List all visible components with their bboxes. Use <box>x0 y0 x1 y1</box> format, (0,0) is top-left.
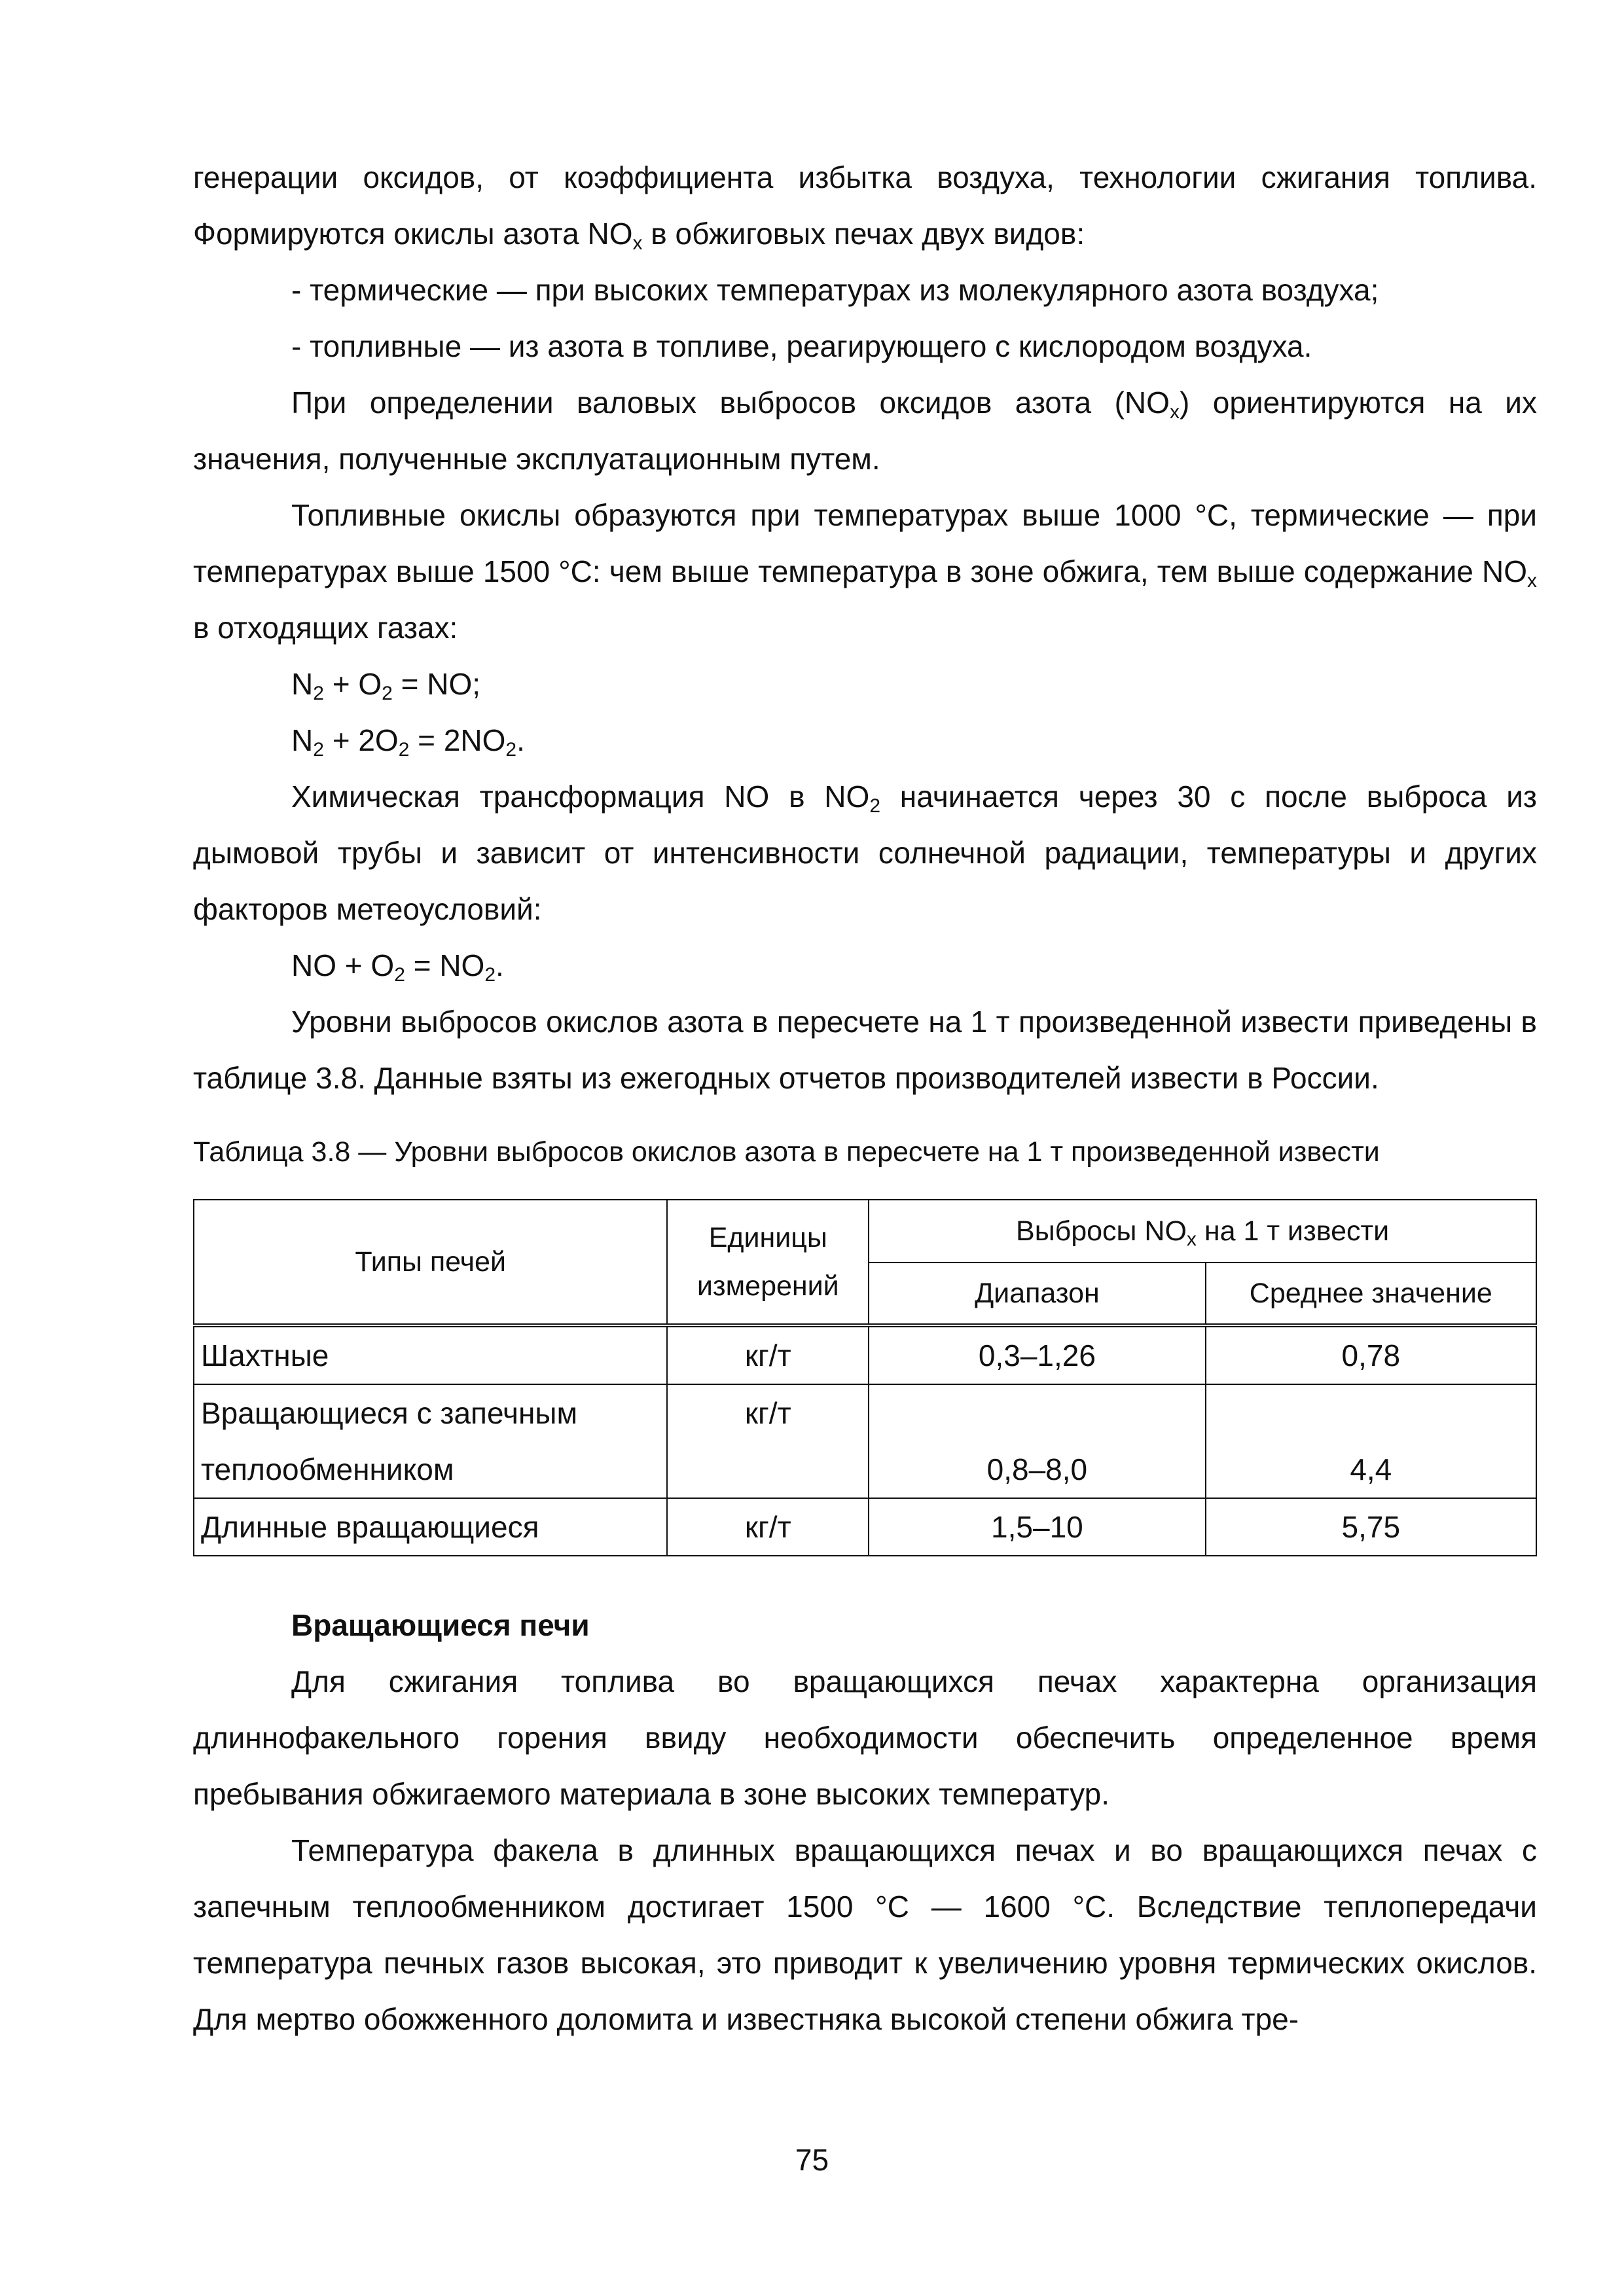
section-paragraph-1: Для сжигания топлива во вращающихся печах характерна организация длиннофакельного горения ввиду необходимости обеспечить определенное время пребывания обжигаемого материала в зоне высоких температур. <box>193 1664 1537 1811</box>
eq-part: . <box>496 948 504 982</box>
eq-part: . <box>516 723 525 757</box>
header-units-line1: Единицы <box>708 1222 827 1253</box>
header-emissions <box>869 1200 1536 1263</box>
cell-type: Шахтные <box>194 1325 667 1384</box>
table-row <box>194 1384 1536 1498</box>
cell-average: 4,4 <box>1206 1384 1536 1498</box>
cell-average: 0,78 <box>1206 1325 1536 1384</box>
cell-unit: кг/т <box>667 1384 869 1498</box>
cell-range: 0,3–1,26 <box>869 1325 1205 1384</box>
section-paragraph-2: Температура факела в длинных вращающихся печах и во вращающихся печах с запечным теплообменником достигает 1500 °С — 1600 °С. Вследствие теплопередачи температура печных газов высокая, это приводит к увеличению уровня термических окислов. Для мертво обожженного доломита и известняка высокой степени обжига тре- <box>193 1833 1537 2036</box>
paragraph-continuation <box>193 149 1537 262</box>
subscript: 2 <box>505 739 517 761</box>
subscript: 2 <box>869 795 880 817</box>
table-header-row <box>194 1200 1536 1263</box>
subscript: x <box>1527 570 1537 592</box>
text-run: на 1 т извести <box>1196 1215 1390 1247</box>
eq-part: + 2O <box>323 723 399 757</box>
cell-unit: кг/т <box>667 1325 869 1384</box>
cell-type <box>194 1384 667 1498</box>
text-run: генерации оксидов, от коэффициента избытка воздуха, технологии сжигания топлива. Формируются окислы азота NO <box>193 160 1537 251</box>
subscript: x <box>1169 401 1180 423</box>
cell-range: 1,5–10 <box>869 1498 1205 1556</box>
table-row <box>194 1325 1536 1384</box>
subscript: 2 <box>394 964 405 986</box>
page-content <box>193 149 1537 2047</box>
equation-3 <box>291 937 1537 994</box>
header-units <box>667 1200 869 1325</box>
subscript: 2 <box>313 739 324 761</box>
subscript: 2 <box>398 739 410 761</box>
header-average: Среднее значение <box>1206 1263 1536 1325</box>
text-run: в обжиговых печах двух видов: <box>642 217 1085 251</box>
section-heading: Вращающиеся печи <box>291 1608 590 1642</box>
paragraph-chemical-transformation <box>193 768 1537 937</box>
cell-unit: кг/т <box>667 1498 869 1556</box>
cell-average: 5,75 <box>1206 1498 1536 1556</box>
header-kiln-types: Типы печей <box>194 1200 667 1325</box>
page-number: 75 <box>795 2143 829 2177</box>
text-run: начинается через 30 с после выброса из дымовой трубы и зависит от интенсивности солнечной радиации, температуры и других факторов метеоусловий: <box>193 780 1537 926</box>
eq-part: N <box>291 723 314 757</box>
text-run: При определении валовых выбросов оксидов азота (NO <box>291 386 1170 420</box>
equation-1 <box>291 656 1537 712</box>
subscript: 2 <box>484 964 496 986</box>
text-run: Выбросы NO <box>1016 1215 1187 1247</box>
paragraph-emission-levels: Уровни выбросов окислов азота в пересчете на 1 т произведенной извести приведены в таблице 3.8. Данные взяты из ежегодных отчетов производителей извести в России. <box>193 1005 1537 1095</box>
list-item-fuel: - топливные — из азота в топливе, реагирующего с кислородом воздуха. <box>291 329 1312 363</box>
eq-part: NO + O <box>291 948 395 982</box>
eq-part: N <box>291 667 314 701</box>
eq-part: + O <box>323 667 382 701</box>
paragraph-fuel-oxides <box>193 487 1537 656</box>
header-range: Диапазон <box>869 1263 1205 1325</box>
text-run: Топливные окислы образуются при температурах выше 1000 °С, термические — при температурах выше 1500 °С: чем выше температура в зоне обжига, тем выше содержание NO <box>193 498 1537 588</box>
eq-part: = NO <box>405 948 485 982</box>
subscript: x <box>1186 1229 1197 1250</box>
text-run: в отходящих газах: <box>193 611 458 645</box>
emissions-table <box>193 1199 1537 1556</box>
equation-2 <box>291 712 1537 768</box>
table-caption: Таблица 3.8 — Уровни выбросов окислов азота в пересчете на 1 т произведенной извести <box>193 1136 1380 1168</box>
cell-type-line2: теплообменником <box>201 1452 454 1486</box>
text-run: ) ориентируются на их значения, полученные эксплуатационным путем. <box>193 386 1538 476</box>
header-units-line2: измерений <box>696 1270 839 1302</box>
cell-type-line1: Вращающиеся с запечным <box>201 1396 578 1430</box>
list-item-thermal: - термические — при высоких температурах из молекулярного азота воздуха; <box>291 273 1379 307</box>
subscript: 2 <box>382 683 393 704</box>
cell-type: Длинные вращающиеся <box>194 1498 667 1556</box>
paragraph-gross-emissions <box>193 374 1537 487</box>
subscript: x <box>632 232 643 254</box>
text-run: Химическая трансформация NO в NO <box>291 780 870 814</box>
cell-range: 0,8–8,0 <box>869 1384 1205 1498</box>
eq-part: = NO; <box>392 667 481 701</box>
eq-part: = 2NO <box>409 723 506 757</box>
table-row <box>194 1498 1536 1556</box>
subscript: 2 <box>313 683 324 704</box>
